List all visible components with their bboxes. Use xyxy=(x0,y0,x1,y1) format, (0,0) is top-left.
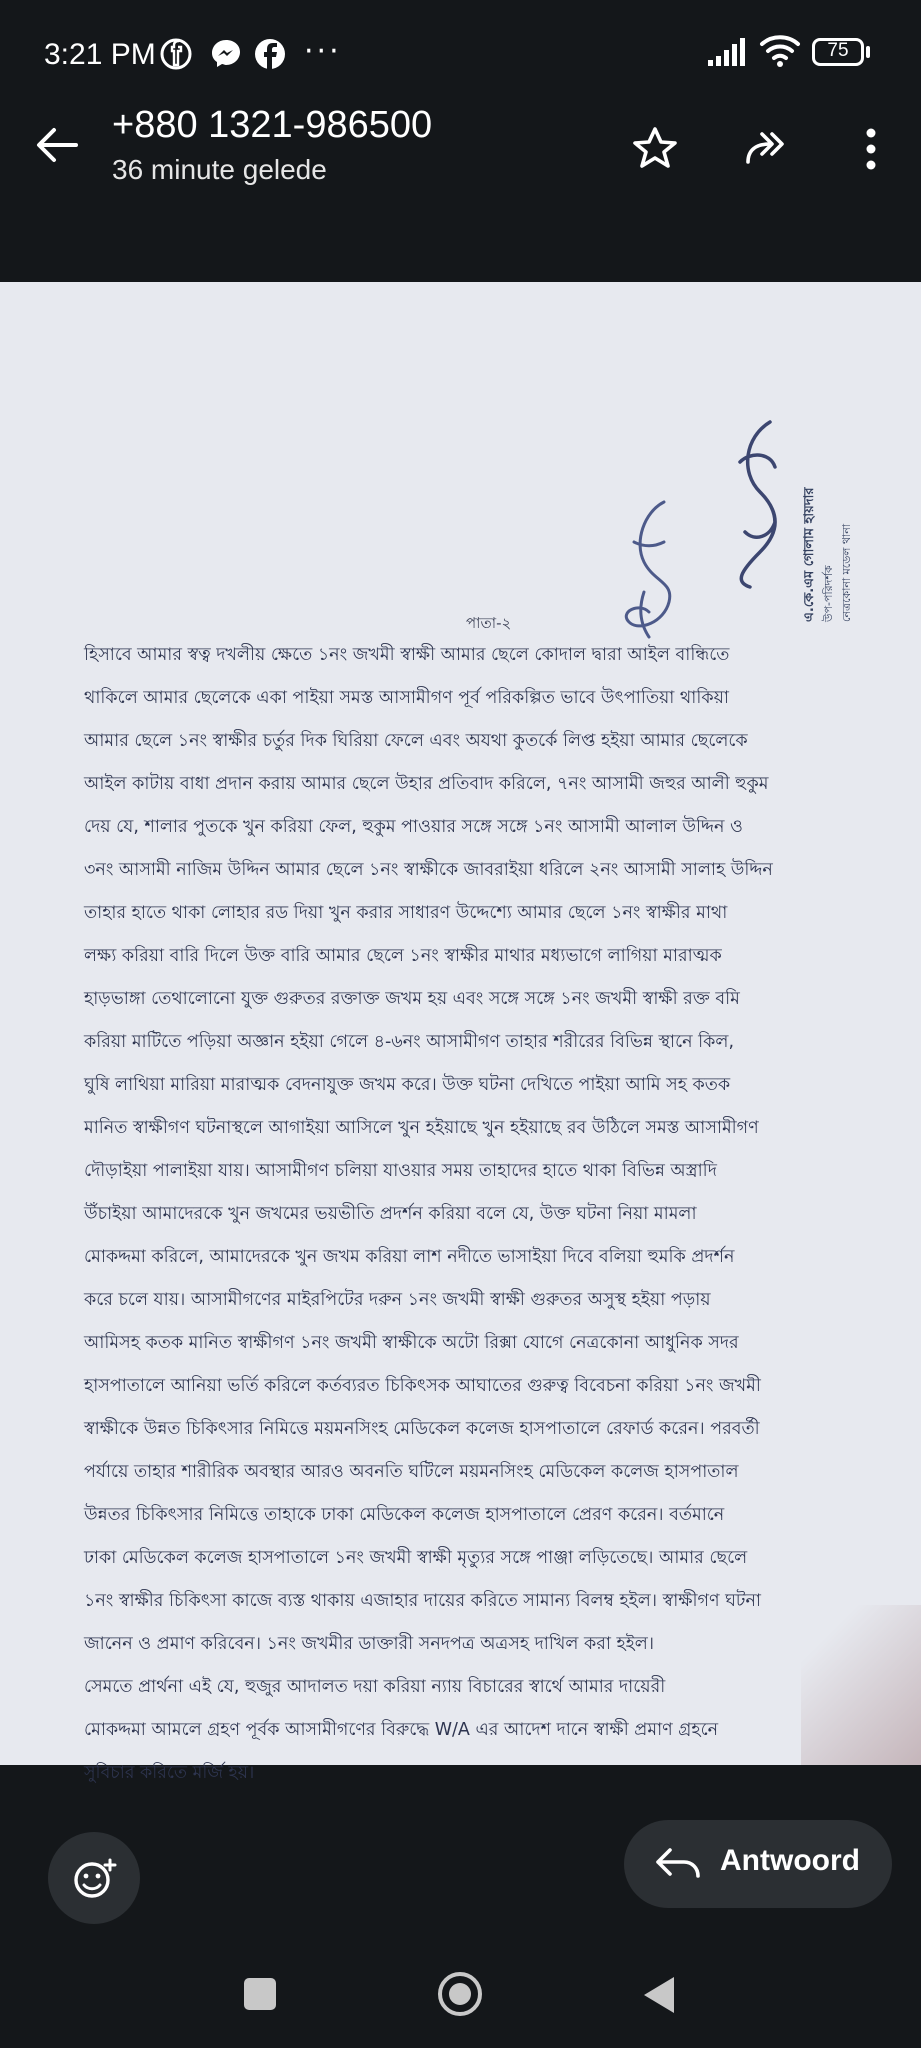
more-dots-icon: ··· xyxy=(304,34,342,69)
document-line: আইল কাটায় বাধা প্রদান করায় আমার ছেলে উহার প্রতিবাদ করিলে, ৭নং আসামী জহুর আলী হুকুম xyxy=(84,774,769,794)
document-line: লক্ষ্য করিয়া বারি দিলে উক্ত বারি আমার ছেলে ১নং স্বাক্ষীর মাথার মধ্যভাগে লাগিয়া মারাত্মক xyxy=(84,946,722,966)
status-bar xyxy=(0,0,921,100)
star-icon[interactable] xyxy=(630,124,680,174)
document-line: জানেন ও প্রমাণ করিবেন। ১নং জখমীর ডাক্তারী সনদপত্র অত্রসহ দাখিল করা হইল। xyxy=(84,1634,655,1654)
handwritten-signature xyxy=(720,402,790,602)
document-line: মোকদ্দমা আমলে গ্রহণ পূর্বক আসামীগণের বিরুদ্ধে W/A এর আদেশ দানে স্বাক্ষী প্রমাণ গ্রহনে xyxy=(84,1720,719,1740)
signal-icon xyxy=(706,36,760,68)
document-line: ৩নং আসামী নাজিম উদ্দিন আমার ছেলে ১নং স্বাক্ষীকে জাবরাইয়া ধরিলে ২নং আসামী সালাহ উদ্দিন xyxy=(84,860,773,880)
message-time-ago: 36 minute gelede xyxy=(112,154,327,185)
document-line: ঘুষি লাথিয়া মারিয়া মারাত্মক বেদনাযুক্ত জখম করে। উক্ত ঘটনা দেখিতে পাইয়া আমি সহ কতক xyxy=(84,1075,731,1095)
messenger-icon xyxy=(208,36,244,72)
document-line: স্বাক্ষীকে উন্নত চিকিৎসার নিমিত্তে ময়মনসিংহ মেডিকেল কলেজ হাসপাতালে রেফার্ড করেন। পরবর্তী xyxy=(84,1419,760,1439)
document-line: সেমতে প্রার্থনা এই যে, হুজুর আদালত দয়া করিয়া ন্যায় বিচারের স্বার্থে আমার দায়েরী xyxy=(84,1677,666,1697)
document-line: আমার ছেলে ১নং স্বাক্ষীর চর্তুর দিক ঘিরিয়া ফেলে এবং অযথা কুতর্কে লিপ্ত হইয়া আমার ছেলেকে xyxy=(84,731,748,751)
document-line: উঁচাইয়া আমাদেরকে খুন জখমের ভয়ভীতি প্রদর্শন করিয়া বলে যে, উক্ত ঘটনা নিয়া মামলা xyxy=(84,1204,697,1224)
emoji-add-icon xyxy=(48,1832,140,1924)
official-stamp xyxy=(790,402,860,632)
more-vertical-icon[interactable] xyxy=(846,124,896,174)
stamp-line: এ.কে.এম গোলাম হায়দার xyxy=(802,487,817,622)
document-line: পর্যায়ে তাহার শারীরিক অবস্থার আরও অবনতি ঘটিলে ময়মনসিংহ মেডিকেল কলেজ হাসপাতাল xyxy=(84,1462,739,1482)
emoji-reaction-button[interactable] xyxy=(48,1832,140,1924)
reply-label: Antwoord xyxy=(720,1844,860,1877)
document-line: হাসপাতালে আনিয়া ভর্তি করিলে কর্তব্যরত চিকিৎসক আঘাতের গুরুত্ব বিবেচনা করিয়া ১নং জখমী xyxy=(84,1376,761,1396)
document-line: ঢাকা মেডিকেল কলেজ হাসপাতালে ১নং জখমী স্বাক্ষী মৃত্যুর সঙ্গে পাঞ্জা লড়িতেছে। আমার ছেলে xyxy=(84,1548,748,1568)
recent-apps-icon[interactable] xyxy=(244,1978,276,2010)
sender-phone-number: +880 1321-986500 xyxy=(112,104,433,146)
document-line: উন্নতর চিকিৎসার নিমিত্তে তাহাকে ঢাকা মেডিকেল কলেজ হাসপাতালে প্রেরণ করেন। বর্তমানে xyxy=(84,1505,725,1525)
nav-back-icon[interactable] xyxy=(640,1974,680,2016)
document-line: দেয় যে, শালার পুতকে খুন করিয়া ফেল, হুকুম পাওয়ার সঙ্গে সঙ্গে ১নং আসামী আলাল উদ্দিন ও xyxy=(84,817,743,837)
back-arrow-icon[interactable] xyxy=(32,120,82,170)
document-line: আমিসহ কতক মানিত স্বাক্ষীগণ ১নং জখমী স্বাক্ষীকে অটো রিক্সা যোগে নেত্রকোনা আধুনিক সদর xyxy=(84,1333,739,1353)
facebook-icon xyxy=(158,36,194,72)
stamp-line: নেত্রকোনা মডেল থানা xyxy=(840,523,853,622)
document-line: থাকিলে আমার ছেলেকে একা পাইয়া সমস্ত আসামীগণ পূর্ব পরিকল্পিত ভাবে উৎপাতিয়া থাকিয়া xyxy=(84,688,729,708)
document-line: মোকদ্দমা করিলে, আমাদেরকে খুন জখম করিয়া লাশ নদীতে ভাসাইয়া দিবে বলিয়া হুমকি প্রদর্শন xyxy=(84,1247,735,1267)
top-app-bar xyxy=(0,100,921,210)
reply-arrow-icon xyxy=(654,1846,702,1882)
home-icon[interactable] xyxy=(436,1970,484,2018)
battery-nub xyxy=(866,46,870,58)
document-line: তাহার হাতে থাকা লোহার রড দিয়া খুন করার সাধারণ উদ্দেশ্যে আমার ছেলে ১নং স্বাক্ষীর মাথা xyxy=(84,903,728,923)
document-line: করিয়া মাটিতে পড়িয়া অজ্ঞান হইয়া গেলে ৪-৬নং আসামীগণ তাহার শরীরের বিভিন্ন স্থানে কিল, xyxy=(84,1032,735,1052)
document-line: সুবিচার করিতে মর্জি হয়। xyxy=(84,1763,255,1783)
reply-button[interactable] xyxy=(624,1820,892,1908)
document-line: হিসাবে আমার স্বত্ব দখলীয় ক্ষেতে ১নং জখমী স্বাক্ষী আমার ছেলে কোদাল দ্বারা আইল বান্ধিতে xyxy=(84,645,730,665)
document-line: মানিত স্বাক্ষীগণ ঘটনাস্থলে আগাইয়া আসিলে খুন হইয়াছে খুন হইয়াছে রব উঠিলে সমস্ত আসামীগণ xyxy=(84,1118,759,1138)
battery-level: 75 xyxy=(827,40,849,61)
forward-icon[interactable] xyxy=(740,124,790,174)
facebook-icon xyxy=(252,36,288,72)
document-line: ১নং স্বাক্ষীর চিকিৎসা কাজে ব্যস্ত থাকায় এজাহার দায়ের করিতে সামান্য বিলম্ব হইল। স্বাক্ষীগণ ঘটনা xyxy=(84,1591,761,1611)
document-body xyxy=(84,634,874,1795)
document-line: দৌড়াইয়া পালাইয়া যায়। আসামীগণ চলিয়া যাওয়ার সময় তাহাদের হাতে থাকা বিভিন্ন অস্ত্রাদি xyxy=(84,1161,717,1181)
battery-icon xyxy=(812,38,864,66)
document-photo[interactable] xyxy=(0,282,921,1783)
wifi-icon xyxy=(758,30,802,68)
document-line: হাড়ভাঙ্গা তেথালোনো যুক্ত গুরুতর রক্তাক্ত জখম হয় এবং সঙ্গে সঙ্গে ১নং জখমী স্বাক্ষী রক্ত বমি xyxy=(84,989,740,1009)
stamp-line: উপ-পরিদর্শক xyxy=(822,565,835,622)
page-label: পাতা-২ xyxy=(466,614,512,632)
status-time: 3:21 PM xyxy=(44,38,156,71)
document-line: করে চলে যায়। আসামীগণের মাইরপিটের দরুন ১নং জখমী স্বাক্ষী গুরুতর অসুস্থ হইয়া পড়ায় xyxy=(84,1290,711,1310)
